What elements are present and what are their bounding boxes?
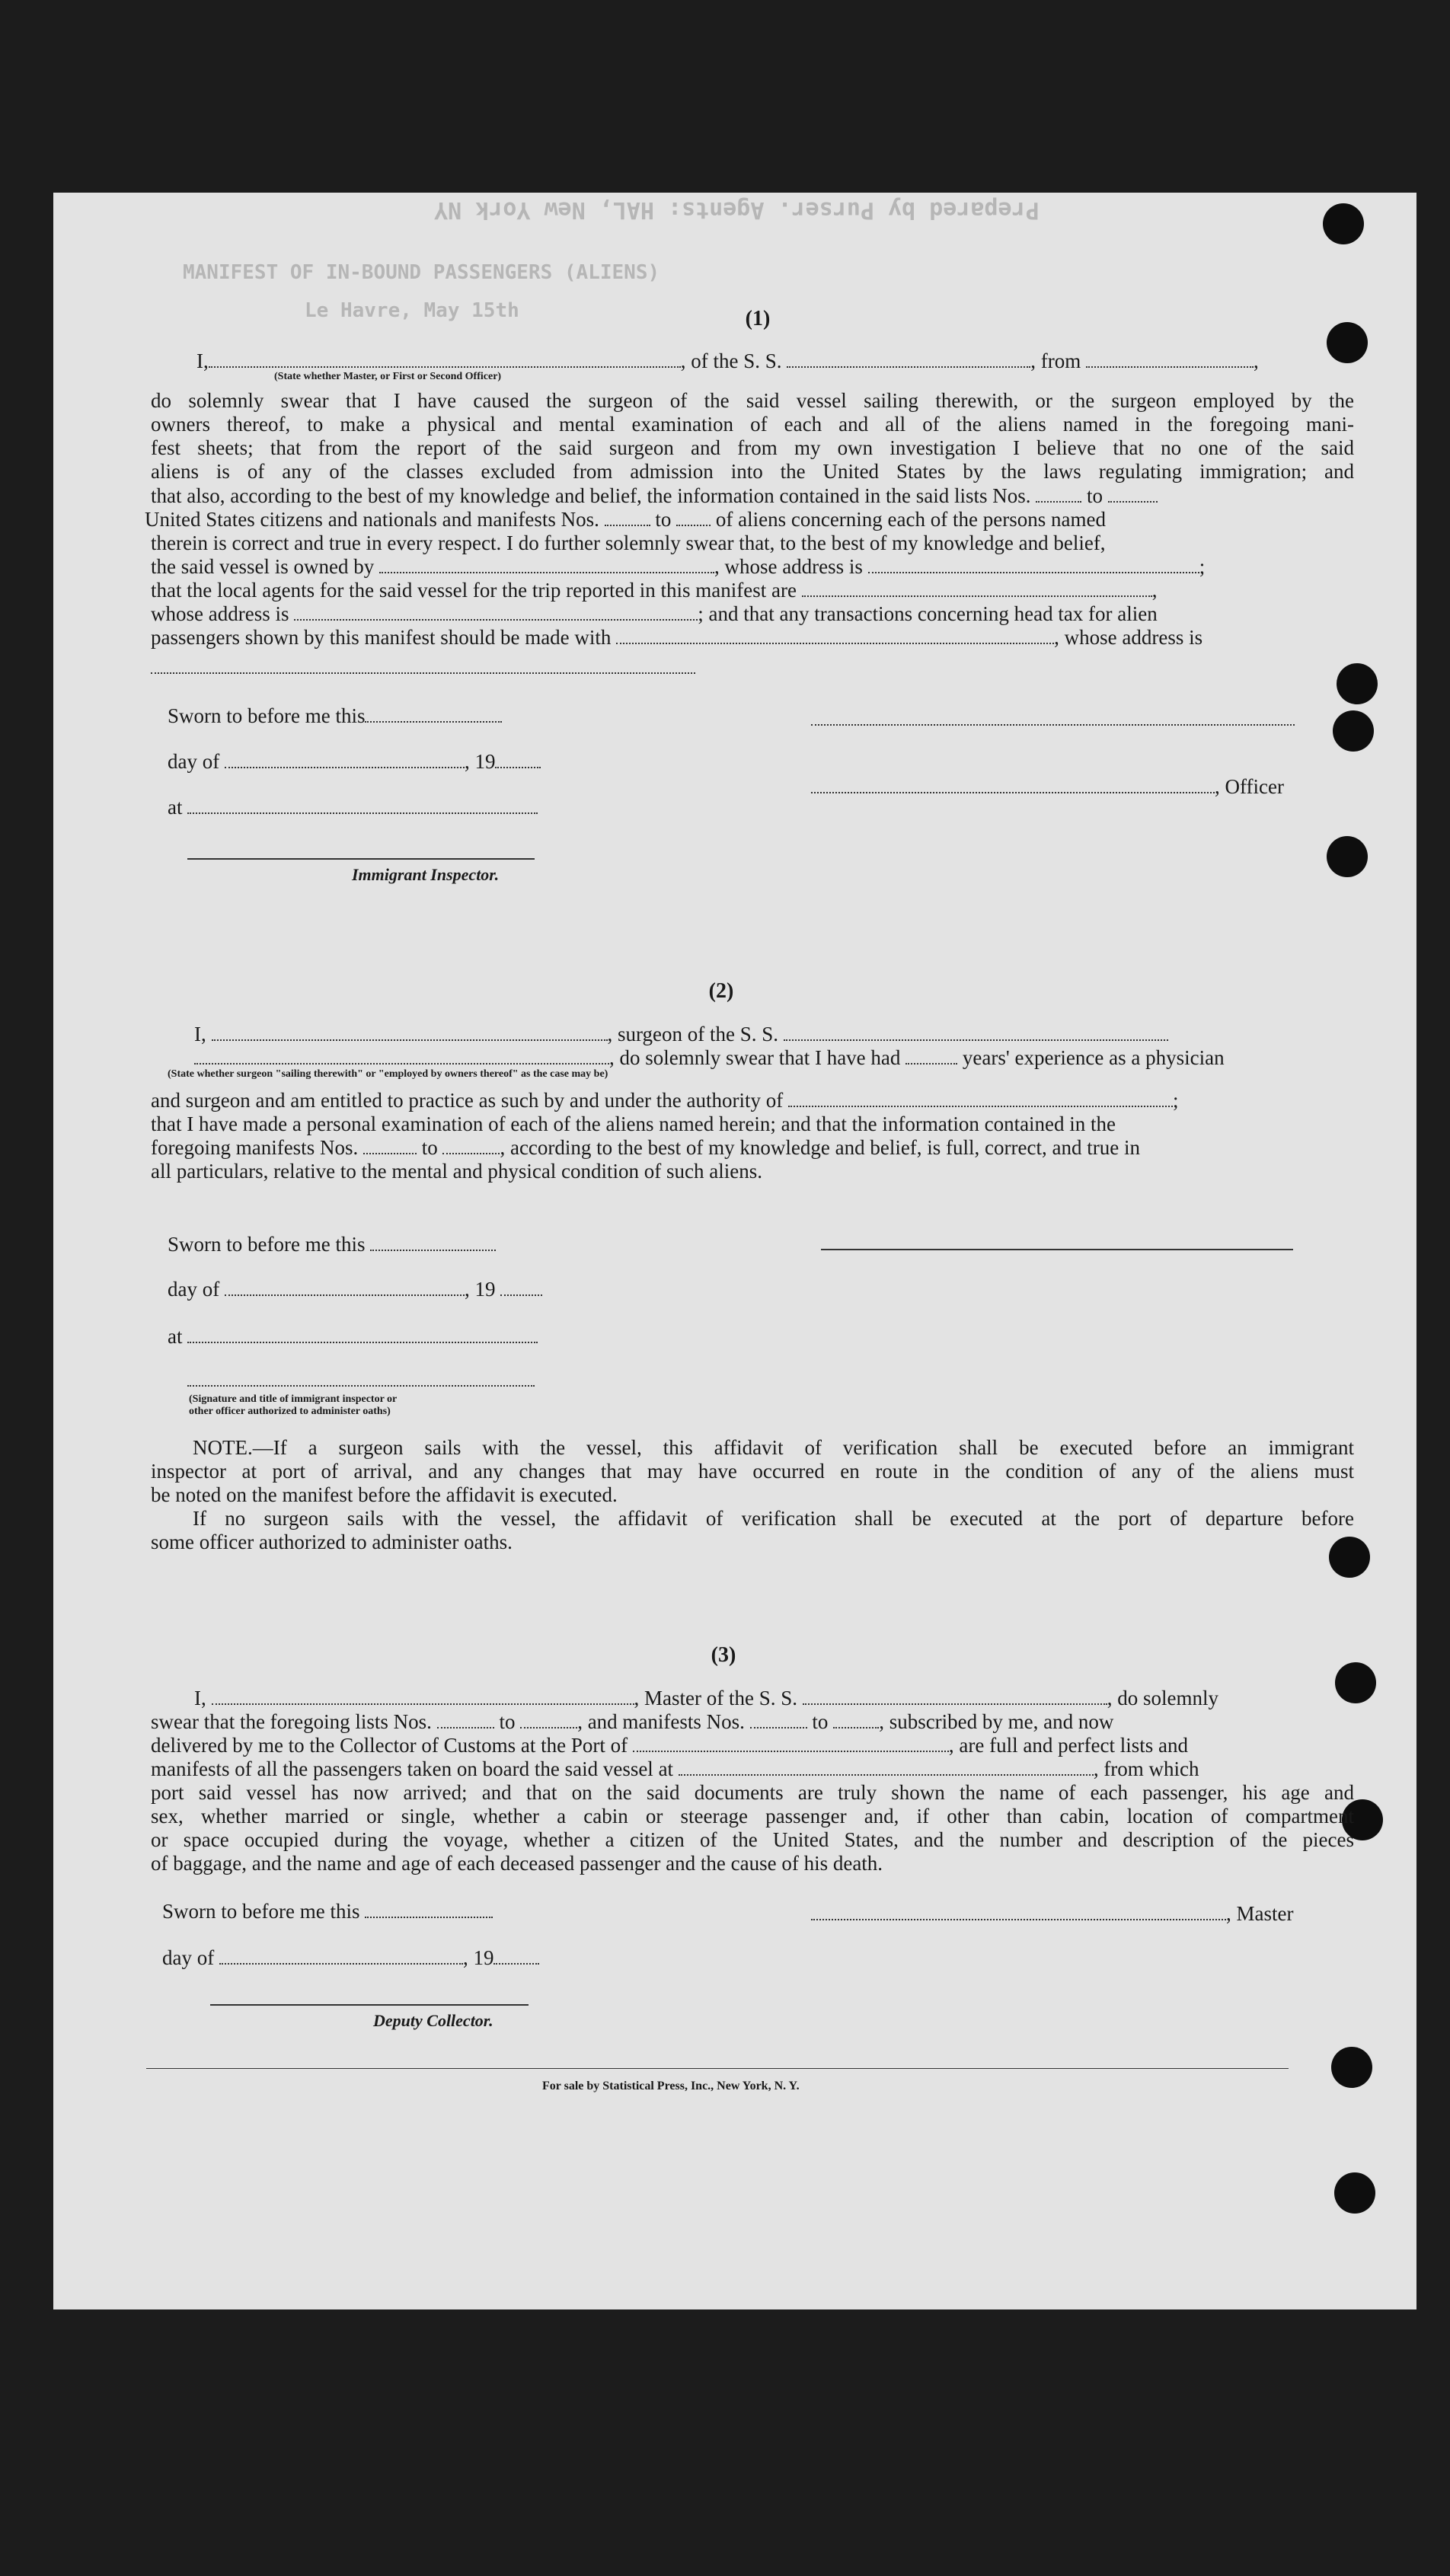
s3-master: , Master xyxy=(811,1902,1293,1925)
s2-day-of: day of , 19 xyxy=(168,1278,542,1301)
s1-owned-line: the said vessel is owned by , whose address is ; xyxy=(151,555,1206,578)
punch-hole xyxy=(1323,203,1364,244)
s2-and-line: and surgeon and am entitled to practice as such by and under the authority of ; xyxy=(151,1089,1179,1112)
punch-hole xyxy=(1337,663,1378,704)
note-line-1: NOTE.—If a surgeon sails with the vessel, this affidavit of verification shall be executed before an immigrant xyxy=(193,1436,1354,1459)
s1-at: at xyxy=(168,796,538,819)
bleed-line-1: Prepared by Purser. Agents: HAL, New York NY xyxy=(434,196,1040,223)
s3-line-2: swear that the foregoing lists Nos. to , and manifests Nos. to , subscribed by me, and now xyxy=(151,1710,1114,1733)
section-3-heading: (3) xyxy=(711,1643,736,1667)
s1-lists-line: that also, according to the best of my knowledge and belief, the information contained in the said lists Nos. to xyxy=(151,484,1158,507)
s1-us-line: United States citizens and nationals and manifests Nos. to of aliens concerning each of the persons named xyxy=(145,508,1106,531)
punch-hole xyxy=(1334,2172,1375,2214)
s3-sworn: Sworn to before me this xyxy=(162,1900,493,1923)
s3-day-of: day of , 19 xyxy=(162,1946,539,1969)
document-page xyxy=(53,193,1416,2309)
s2-that-line: that I have made a personal examination of each of the aliens named herein; and that the information contained in the xyxy=(151,1112,1116,1135)
s3-line-4: manifests of all the passengers taken on board the said vessel at , from which xyxy=(151,1757,1199,1780)
s3-line-3: delivered by me to the Collector of Customs at the Port of , are full and perfect lists and xyxy=(151,1734,1189,1757)
s1-sworn: Sworn to before me this xyxy=(168,704,502,727)
s1-line-1: I, , of the S. S. , from , xyxy=(196,350,1259,372)
punch-hole xyxy=(1331,2047,1372,2088)
section-1-heading: (1) xyxy=(745,307,771,330)
note-line-2: inspector at port of arrival, and any changes that may have occurred en route in the condition of any of the aliens must xyxy=(151,1460,1354,1483)
s1-body-line-3: fest sheets; that from the report of the said surgeon and from my own investigation I believe that no one of the said xyxy=(151,436,1354,459)
sig-note-2: other officer authorized to administer oaths) xyxy=(189,1406,391,1417)
s1-officer: , Officer xyxy=(811,775,1284,798)
s1-body-line-1: do solemnly swear that I have caused the surgeon of the said vessel sailing therewith, or the surgeon employed by the xyxy=(151,389,1354,412)
bleed-line-3: Le Havre, May 15th xyxy=(305,299,519,322)
s1-body-line-4: aliens is of any of the classes excluded from admission into the United States by the laws regulating immigration; and xyxy=(151,460,1354,483)
deputy-collector-label: Deputy Collector. xyxy=(373,2011,493,2030)
s3-body-line-3: or space occupied during the voyage, whether a citizen of the United States, and the number and description of the pieces xyxy=(151,1828,1354,1851)
s2-all-line: all particulars, relative to the mental and physical condition of such aliens. xyxy=(151,1160,762,1183)
s2-line-2: , do solemnly swear that I have had years' experience as a physician xyxy=(194,1046,1225,1069)
s3-body-line-2: sex, whether married or single, whether a cabin or steerage passenger and, if other than cabin, location of compartment xyxy=(151,1805,1354,1827)
s1-passengers-line: passengers shown by this manifest should be made with , whose address is xyxy=(151,626,1203,649)
s2-sworn: Sworn to before me this xyxy=(168,1233,496,1256)
section-2-heading: (2) xyxy=(708,979,734,1003)
s2-at: at xyxy=(168,1325,538,1348)
s2-foregoing-line: foregoing manifests Nos. to , according to the best of my knowledge and belief, is full, correct, and true in xyxy=(151,1136,1140,1159)
s1-body xyxy=(151,389,1354,484)
s1-whose-line: whose address is ; and that any transactions concerning head tax for alien xyxy=(151,602,1158,625)
note2-line-2: some officer authorized to administer oaths. xyxy=(151,1531,513,1553)
s3-body xyxy=(151,1781,1354,1875)
s3-body-line-1: port said vessel has now arrived; and that on the said documents are truly shown the name of each passenger, his age and xyxy=(151,1781,1354,1804)
note2-line-1: If no surgeon sails with the vessel, the affidavit of verification shall be executed at the port of departure before xyxy=(193,1507,1354,1530)
immigrant-inspector-label: Immigrant Inspector. xyxy=(352,865,500,884)
note-line-3: be noted on the manifest before the affidavit is executed. xyxy=(151,1483,618,1506)
s3-line-1: I, , Master of the S. S. , do solemnly xyxy=(194,1687,1218,1709)
punch-hole xyxy=(1327,836,1368,877)
punch-hole xyxy=(1335,1662,1376,1703)
s1-body-line-2: owners thereof, to make a physical and mental examination of each and all of the aliens named in the foregoing mani- xyxy=(151,413,1354,436)
printer-footer: For sale by Statistical Press, Inc., New York, N. Y. xyxy=(542,2080,800,2092)
officer-note: (State whether Master, or First or Second Officer) xyxy=(274,371,502,382)
s1-agents-line: that the local agents for the said vessel for the trip reported in this manifest are , xyxy=(151,579,1158,602)
surgeon-note: (State whether surgeon "sailing therewith" or "employed by owners thereof" as the case may be) xyxy=(168,1068,608,1080)
punch-hole xyxy=(1333,710,1374,752)
sig-note-1: (Signature and title of immigrant inspector or xyxy=(189,1393,398,1405)
s3-body-line-4: of baggage, and the name and age of each deceased passenger and the cause of his death. xyxy=(151,1852,883,1875)
bleed-through-header xyxy=(53,193,1416,322)
s1-day-of: day of , 19 xyxy=(168,750,541,773)
bleed-line-2: MANIFEST OF IN-BOUND PASSENGERS (ALIENS) xyxy=(183,261,660,284)
s2-line-1: I, , surgeon of the S. S. xyxy=(194,1023,1168,1045)
s1-correct-line: therein is correct and true in every respect. I do further solemnly swear that, to the best of my knowledge and belief, xyxy=(151,531,1106,554)
s2-note xyxy=(151,1436,1354,1554)
